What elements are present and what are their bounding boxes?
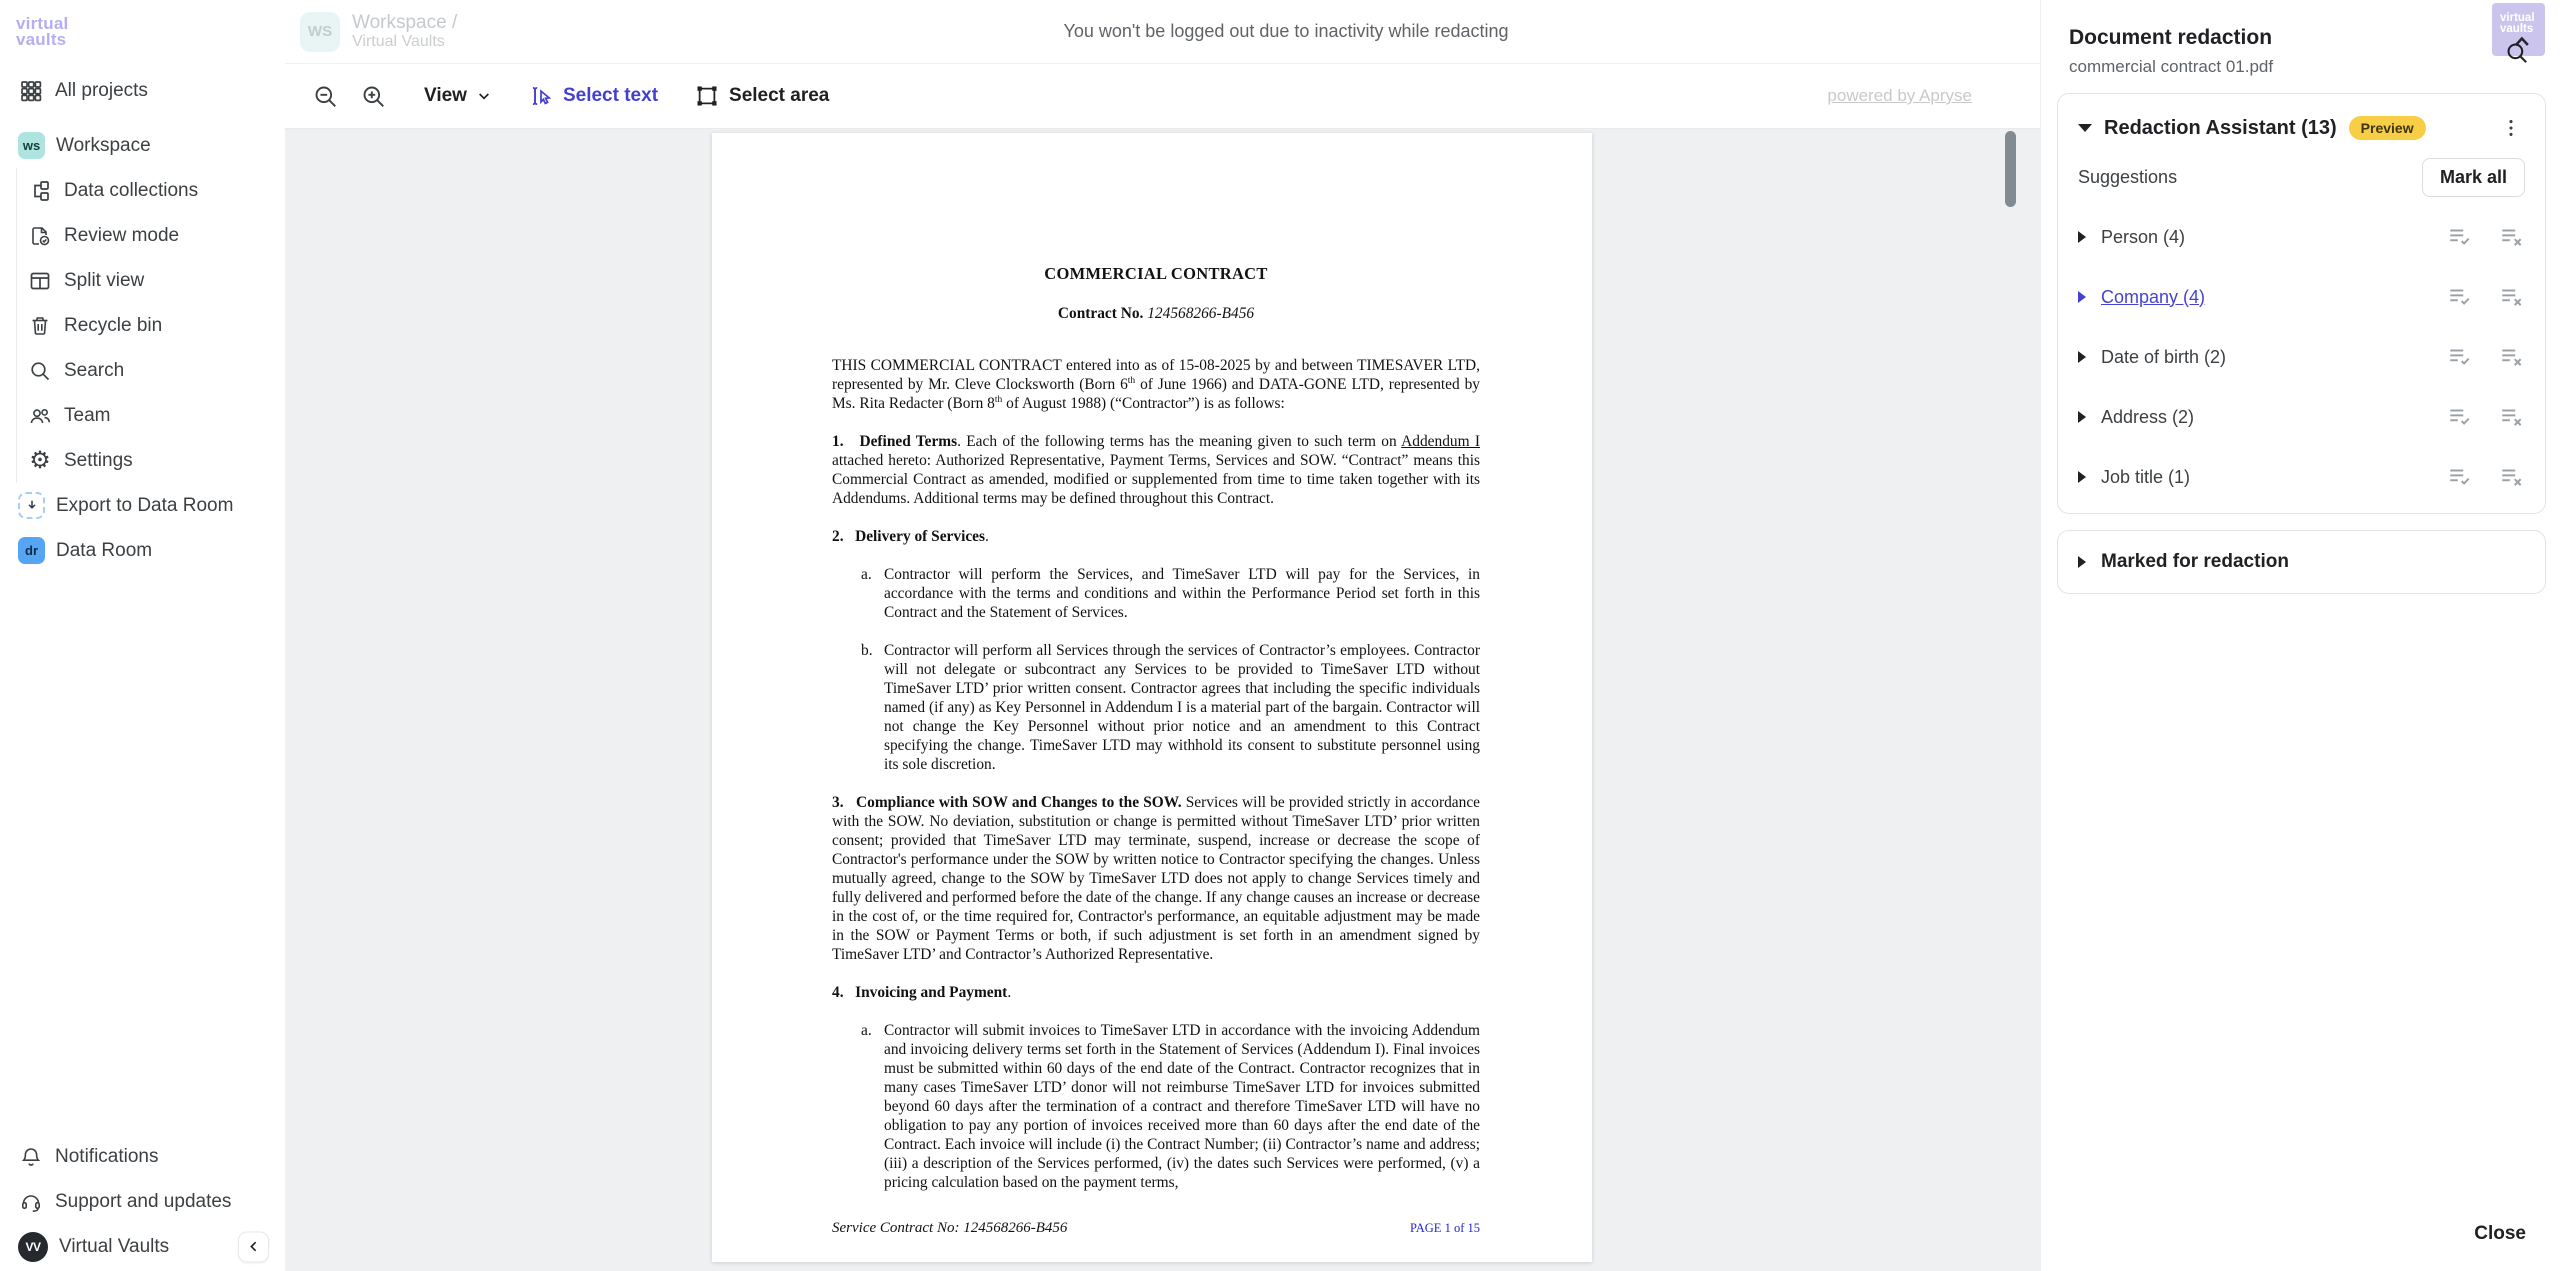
- expand-triangle-icon: [2078, 556, 2086, 568]
- expand-triangle-icon: [2078, 291, 2086, 303]
- category-row-date-of-birth[interactable]: [2058, 327, 2545, 387]
- trash-icon: [27, 313, 53, 339]
- search-icon: [2504, 40, 2530, 66]
- doc-section: 3. Compliance with SOW and Changes to the SOW. Services will be provided strictly in accordance with the SOW. No deviation, substitution or change is permitted without TimeSaver LTD’ prior written consent; provided that TimeSaver LTD may terminate, suspend, increase or decrease the scope of Contractor's performance under the SOW by written notice to Contractor specifying the changes. Unless mutually agreed, change to the SOW by TimeSaver LTD does not apply to change Services timely and fully delivered and performed before the date of the change. If any change causes an increase or decrease in the cost of, or the time required for, Contractor's performance, an equitable adjustment may be made in the SOW or Payment Terms or both, if such adjustment is set forth in an amendment signed by TimeSaver LTD’ and Contractor’s Authorized Representative.: [832, 794, 1480, 963]
- mark-category-button[interactable]: [2447, 284, 2473, 310]
- panel-title: Document redaction: [2069, 26, 2273, 49]
- hierarchy-icon: [27, 178, 53, 204]
- select-area-button[interactable]: [694, 83, 829, 109]
- sidebar-item-export-to-data-room[interactable]: [0, 483, 285, 528]
- inactivity-toast: You won't be logged out due to inactivity while redacting: [1063, 20, 1509, 41]
- mark-all-button[interactable]: Mark all: [2422, 158, 2525, 197]
- app-logo-line2: vaults: [16, 30, 67, 50]
- sidebar: [0, 0, 285, 1271]
- select-text-label: Select text: [562, 85, 659, 106]
- doc-letter-marker: a.: [861, 1022, 872, 1039]
- category-row-company[interactable]: [2058, 267, 2545, 327]
- expand-triangle-icon: [2078, 471, 2086, 483]
- grid-icon: [18, 78, 44, 104]
- mark-category-button[interactable]: [2447, 224, 2473, 250]
- select-text-icon: [528, 83, 554, 109]
- kebab-menu-icon: [2500, 117, 2522, 139]
- view-menu-button[interactable]: [424, 85, 492, 107]
- sidebar-item-workspace[interactable]: [0, 123, 285, 168]
- breadcrumb-subtitle: Virtual Vaults: [352, 33, 445, 51]
- breadcrumb-title: Workspace /: [352, 11, 458, 33]
- sidebar-item-recycle-bin[interactable]: [27, 303, 285, 348]
- preview-badge: Preview: [2349, 116, 2426, 140]
- list-x-icon: [2499, 404, 2525, 430]
- powered-by-link[interactable]: powered by Apryse: [1827, 86, 1972, 105]
- panel-document-name: commercial contract 01.pdf: [2069, 57, 2274, 76]
- expand-triangle-icon: [2078, 411, 2086, 423]
- sidebar-collapse-button[interactable]: [238, 1231, 269, 1262]
- marked-for-redaction-card: [2057, 530, 2546, 594]
- sidebar-item-all-projects[interactable]: [0, 68, 285, 113]
- sidebar-item-data-collections[interactable]: [27, 168, 285, 213]
- list-x-icon: [2499, 344, 2525, 370]
- category-label: Job title (1): [2101, 466, 2191, 487]
- assistant-title: Redaction Assistant (13): [2104, 116, 2337, 139]
- sidebar-item-settings[interactable]: [27, 438, 285, 483]
- avatar: VV: [18, 1232, 48, 1262]
- expand-triangle-icon: [2078, 231, 2086, 243]
- sidebar-footer: [0, 1134, 285, 1271]
- category-label: Person (4): [2101, 226, 2186, 247]
- doc-letter: b. Contractor will perform all Services through the services of Contractor’s employees. Contractor will not delegate or subcontract any Services to be provided to TimeSaver LTD without TimeSaver LTD’ prior written consent. Contractor agrees that including the specific individuals named (if any) as Key Personnel in Addendum I is a material part of the bargain. Contractor will not change the Key Personnel without prior notice and an amendment to this Contract specifying the change. TimeSaver LTD may withhold its consent to substitute personnel using its sole discretion.: [861, 642, 1480, 773]
- sidebar-item-support[interactable]: [0, 1179, 285, 1224]
- select-text-button[interactable]: [528, 83, 658, 109]
- data-room-badge-icon: dr: [18, 537, 45, 564]
- doc-title: COMMERCIAL CONTRACT: [1044, 264, 1268, 283]
- doc-letter: a. Contractor will submit invoices to TimeSaver LTD in accordance with the invoicing Addendum and invoicing delivery terms set forth in the Statement of Services (Addendum I). Final invoices must be submitted within 60 days of the end date of the Contract. Contractor recognizes that in many cases TimeSaver LTD’ donor will not reimburse TimeSaver LTD for invoices submitted beyond 60 days after the termination of a contract and therefore TimeSaver LTD will have no obligation to pay any portion of invoices received more than 60 days after the end date of the Contract. Each invoice will include (i) the Contract Number; (ii) Contractor’s name and address; (iii) a description of the Services performed, (iv) the dates such Services were performed, (v) a pricing calculation based on the payment terms,: [861, 1022, 1480, 1191]
- workspace-subnav: [16, 168, 285, 483]
- sidebar-item-split-view[interactable]: [27, 258, 285, 303]
- suggestions-label: Suggestions: [2078, 167, 2178, 187]
- unmark-category-button[interactable]: [2499, 284, 2525, 310]
- doc-section: 4. Invoicing and Payment.: [832, 984, 1012, 1001]
- list-check-icon: [2447, 284, 2473, 310]
- assistant-header[interactable]: [2058, 94, 2545, 150]
- sidebar-item-label: Export to Data Room: [56, 494, 234, 516]
- sidebar-item-review-mode[interactable]: [27, 213, 285, 258]
- zoom-out-icon: [312, 83, 339, 110]
- sidebar-item-label: All projects: [55, 79, 148, 101]
- unmark-category-button[interactable]: [2499, 464, 2525, 490]
- main-area: [285, 0, 2040, 1271]
- app-logo: [16, 16, 269, 48]
- doc-section: 2. Delivery of Services.: [832, 528, 989, 545]
- mark-category-button[interactable]: [2447, 344, 2473, 370]
- corner-logo-line1: virtual: [2500, 12, 2535, 24]
- sidebar-item-label: Search: [64, 359, 125, 381]
- unmark-category-button[interactable]: [2499, 344, 2525, 370]
- sidebar-item-label: Data Room: [56, 539, 153, 561]
- doc-para: THIS COMMERCIAL CONTRACT entered into as of 15-08-2025 by and between TIMESAVER LTD, represented by Mr. Cleve Clocksworth (Born 6th of June 1966) and DATA-GONE LTD, represented by Ms. Rita Redacter (Born 8th of August 1988) (“Contractor”) is as follows:: [832, 357, 1480, 412]
- footer-page-number: PAGE 1 of 15: [1409, 1221, 1480, 1235]
- category-row-address[interactable]: [2058, 387, 2545, 447]
- redaction-assistant-card: [2057, 93, 2546, 514]
- chevron-left-icon: [246, 1239, 262, 1255]
- expand-triangle-icon: [2078, 351, 2086, 363]
- sidebar-item-team[interactable]: [27, 393, 285, 438]
- sidebar-item-label: Split view: [64, 269, 145, 291]
- sidebar-item-label: Support and updates: [55, 1190, 232, 1212]
- unmark-category-button[interactable]: [2499, 224, 2525, 250]
- list-x-icon: [2499, 284, 2525, 310]
- workspace-badge-icon: ws: [18, 132, 45, 159]
- sidebar-item-search[interactable]: [27, 348, 285, 393]
- sidebar-item-data-room[interactable]: [0, 528, 285, 573]
- sidebar-user[interactable]: [0, 1224, 285, 1269]
- export-download-icon: [18, 492, 45, 519]
- list-check-icon: [2447, 404, 2473, 430]
- assistant-menu-button[interactable]: [2497, 114, 2525, 142]
- zoom-in-button[interactable]: [358, 81, 388, 111]
- select-area-label: Select area: [729, 85, 830, 106]
- sidebar-item-label: Settings: [64, 449, 133, 471]
- redaction-panel: [2040, 0, 2560, 1271]
- document-viewport: [285, 129, 2040, 1271]
- sidebar-item-label: Notifications: [55, 1145, 159, 1167]
- list-x-icon: [2499, 224, 2525, 250]
- sidebar-item-label: Workspace: [56, 134, 151, 156]
- sidebar-nav: [0, 68, 285, 573]
- document-check-icon: [27, 223, 53, 249]
- doc-letter-marker: b.: [861, 642, 873, 659]
- viewer-toolbar: [285, 64, 2040, 129]
- view-menu-label: View: [424, 85, 467, 106]
- select-area-icon: [694, 83, 720, 109]
- marked-for-redaction-label: Marked for redaction: [2101, 551, 2289, 572]
- doc-letter: a. Contractor will perform the Services, and TimeSaver LTD will pay for the Services, in accordance with the terms and conditions and within the Performance Period set forth in this Contract and the Statement of Services.: [861, 566, 1480, 621]
- sidebar-item-label: Team: [64, 404, 111, 426]
- doc-subtitle: Contract No. 124568266-B456: [1057, 305, 1255, 322]
- panel-header: [2041, 0, 2560, 93]
- unmark-category-button[interactable]: [2499, 404, 2525, 430]
- chevron-down-icon: [476, 88, 492, 104]
- document-page[interactable]: [712, 133, 1592, 1262]
- list-check-icon: [2447, 344, 2473, 370]
- sidebar-user-name: Virtual Vaults: [59, 1235, 170, 1257]
- search-icon: [27, 358, 53, 384]
- split-panel-icon: [27, 268, 53, 294]
- gear-icon: ⚙: [29, 446, 51, 474]
- category-label: Date of birth (2): [2101, 346, 2227, 367]
- panel-footer: [2041, 1215, 2560, 1271]
- breadcrumb[interactable]: [300, 12, 457, 52]
- footer-contract-number: Service Contract No: 124568266-B456: [832, 1220, 1068, 1236]
- list-x-icon: [2499, 464, 2525, 490]
- zoom-in-icon: [360, 83, 387, 110]
- document-scrollbar[interactable]: [2005, 131, 2016, 207]
- mark-category-button[interactable]: [2447, 404, 2473, 430]
- corner-logo-line2: vaults: [2500, 22, 2534, 35]
- category-row-person[interactable]: [2058, 207, 2545, 267]
- category-label: Company (4): [2101, 286, 2206, 307]
- doc-section: 1. Defined Terms. Each of the following terms has the meaning given to such term on Addendum I attached hereto: Authorized Representative, Payment Terms, Services and SOW. “Contract” means this Commercial Contract as amended, modified or supplemented from time to time taken together with its Addendums. Additional terms may be defined throughout this Contract.: [832, 433, 1480, 507]
- panel-search-button[interactable]: [2502, 38, 2532, 68]
- list-check-icon: [2447, 224, 2473, 250]
- sidebar-item-notifications[interactable]: [0, 1134, 285, 1179]
- sidebar-item-label: Data collections: [64, 179, 199, 201]
- mark-category-button[interactable]: [2447, 464, 2473, 490]
- headset-icon: [18, 1189, 44, 1215]
- topbar: [285, 0, 2040, 64]
- document-content: [832, 264, 1480, 1192]
- zoom-out-button[interactable]: [310, 81, 340, 111]
- category-row-job-title[interactable]: [2058, 447, 2545, 507]
- marked-for-redaction-header[interactable]: [2058, 531, 2545, 593]
- doc-letter-marker: a.: [861, 566, 872, 583]
- people-icon: [27, 403, 53, 429]
- document-page-footer: [832, 1219, 1480, 1238]
- list-check-icon: [2447, 464, 2473, 490]
- category-label: Address (2): [2101, 406, 2195, 427]
- close-button[interactable]: Close: [2464, 1215, 2536, 1253]
- suggestions-row: [2058, 150, 2545, 207]
- bell-icon: [18, 1144, 44, 1170]
- workspace-badge-icon: WS: [300, 12, 340, 52]
- sidebar-item-label: Recycle bin: [64, 314, 163, 336]
- collapse-triangle-icon: [2078, 124, 2092, 132]
- sidebar-item-label: Review mode: [64, 224, 180, 246]
- app-logo-line1: virtual: [16, 14, 69, 33]
